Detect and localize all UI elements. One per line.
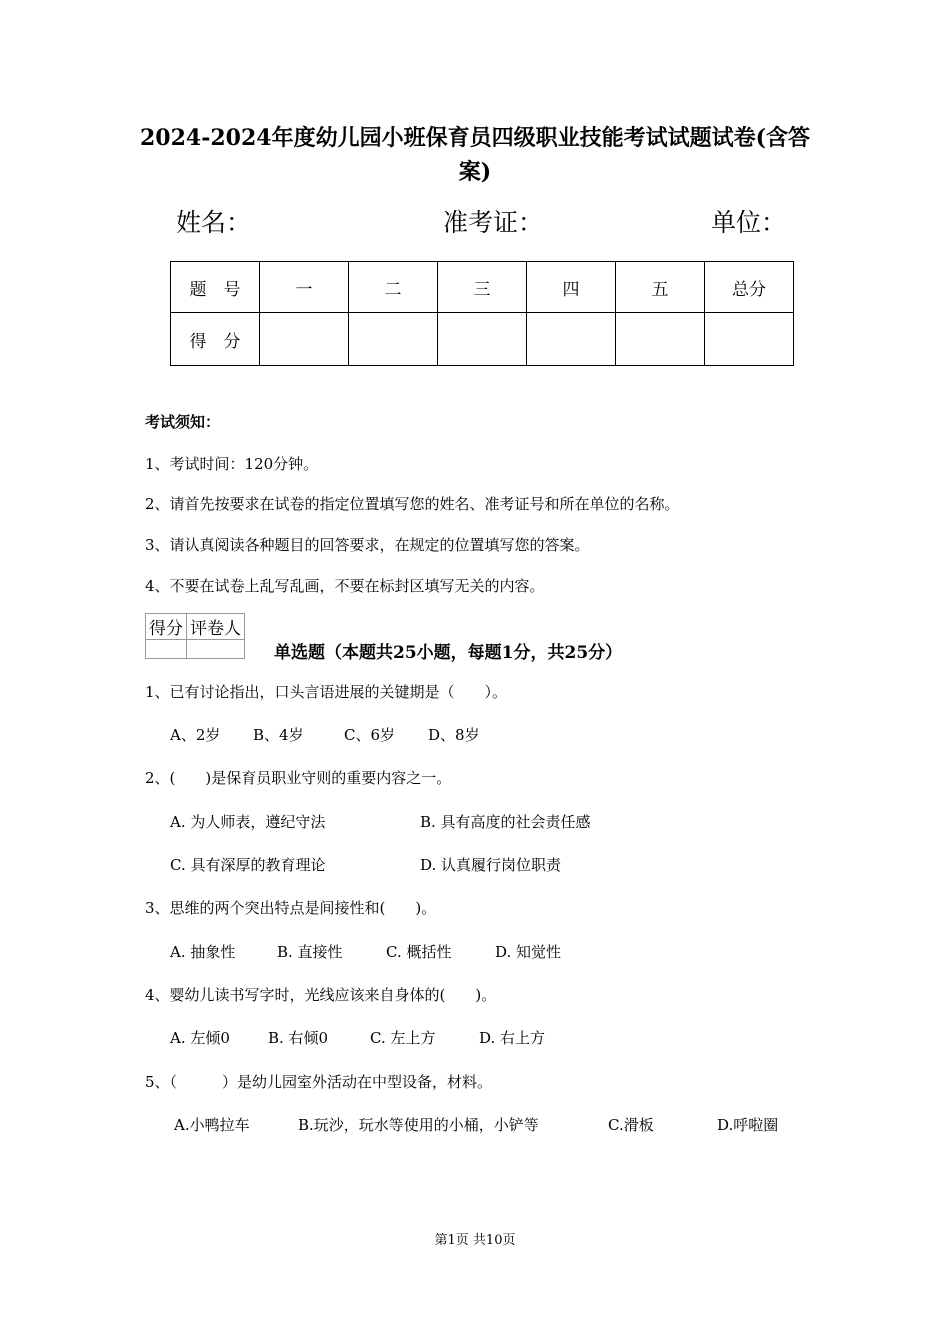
score-table-header-row [171, 262, 794, 313]
question-option[interactable]: B.玩沙，玩水等使用的小桶，小铲等 [298, 1116, 539, 1134]
page-title-line2: 案) [458, 159, 492, 185]
score-table-column: 四 [527, 262, 616, 313]
question-option[interactable]: A.小鸭拉车 [174, 1116, 250, 1134]
notice-item: 2、请首先按要求在试卷的指定位置填写您的姓名、准考证号和所在单位的名称。 [145, 495, 680, 513]
question-option[interactable]: A. 左倾0 [170, 1029, 230, 1047]
score-table-score-row [171, 313, 794, 366]
grader-name-label: 评卷人 [187, 614, 245, 640]
notice-item: 3、请认真阅读各种题目的回答要求，在规定的位置填写您的答案。 [145, 536, 590, 554]
question-option[interactable]: D、8岁 [428, 726, 480, 744]
exam-id-field-label: 准考证： [443, 208, 544, 237]
question-option[interactable]: B. 直接性 [277, 943, 343, 961]
question-option[interactable]: B. 具有高度的社会责任感 [420, 813, 591, 831]
question-option[interactable]: D. 右上方 [479, 1029, 546, 1047]
notice-heading: 考试须知： [145, 413, 221, 431]
grader-score-label: 得分 [146, 614, 187, 640]
question-stem: 4、婴幼儿读书写字时，光线应该来自身体的( )。 [145, 986, 497, 1004]
notice-item: 1、考试时间：120分钟。 [145, 455, 319, 473]
question-stem: 5、（ ）是幼儿园室外活动在中型设备，材料。 [145, 1073, 493, 1091]
grader-score-cell[interactable] [146, 640, 187, 659]
score-cell[interactable] [616, 313, 705, 366]
question-option[interactable]: C. 概括性 [386, 943, 452, 961]
score-table-row-label: 题 号 [171, 262, 260, 313]
name-field-label: 姓名： [176, 208, 252, 237]
question-stem: 1、已有讨论指出，口头言语进展的关键期是（ ）。 [145, 683, 508, 701]
score-cell[interactable] [705, 313, 794, 366]
question-option[interactable]: A. 为人师表，遵纪守法 [170, 813, 326, 831]
score-table-column: 一 [260, 262, 349, 313]
page-title-line1: 2024-2024年度幼儿园小班保育员四级职业技能考试试题试卷(含答 [139, 125, 810, 151]
notice-item: 4、不要在试卷上乱写乱画，不要在标封区填写无关的内容。 [145, 577, 545, 595]
question-option[interactable]: B. 右倾0 [268, 1029, 329, 1047]
question-option[interactable]: C.滑板 [608, 1116, 654, 1134]
question-option[interactable]: C. 具有深厚的教育理论 [170, 856, 326, 874]
question-option[interactable]: A、2岁 [170, 726, 221, 744]
question-option[interactable]: B、4岁 [253, 726, 304, 744]
score-table-column: 五 [616, 262, 705, 313]
question-stem: 3、思维的两个突出特点是间接性和( )。 [145, 899, 437, 917]
score-cell[interactable] [527, 313, 616, 366]
question-option[interactable]: D.呼啦圈 [717, 1116, 779, 1134]
question-option[interactable]: C. 左上方 [370, 1029, 436, 1047]
question-option[interactable]: A. 抽象性 [170, 943, 236, 961]
section-heading: 单选题（本题共25小题，每题1分，共25分） [274, 643, 623, 663]
score-table-column: 总分 [705, 262, 794, 313]
question-stem: 2、( )是保育员职业守则的重要内容之一。 [145, 769, 452, 787]
page-footer: 第1页 共10页 [434, 1233, 516, 1248]
score-cell[interactable] [438, 313, 527, 366]
score-cell[interactable] [260, 313, 349, 366]
grader-box [145, 613, 245, 659]
score-table [170, 261, 794, 366]
score-table-column: 三 [438, 262, 527, 313]
score-table-column: 二 [349, 262, 438, 313]
question-option[interactable]: C、6岁 [344, 726, 396, 744]
score-cell[interactable] [349, 313, 438, 366]
grader-name-cell[interactable] [187, 640, 245, 659]
question-option[interactable]: D. 知觉性 [495, 943, 562, 961]
question-option[interactable]: D. 认真履行岗位职责 [420, 856, 562, 874]
unit-field-label: 单位： [711, 208, 787, 237]
score-table-row-label: 得 分 [171, 313, 260, 366]
